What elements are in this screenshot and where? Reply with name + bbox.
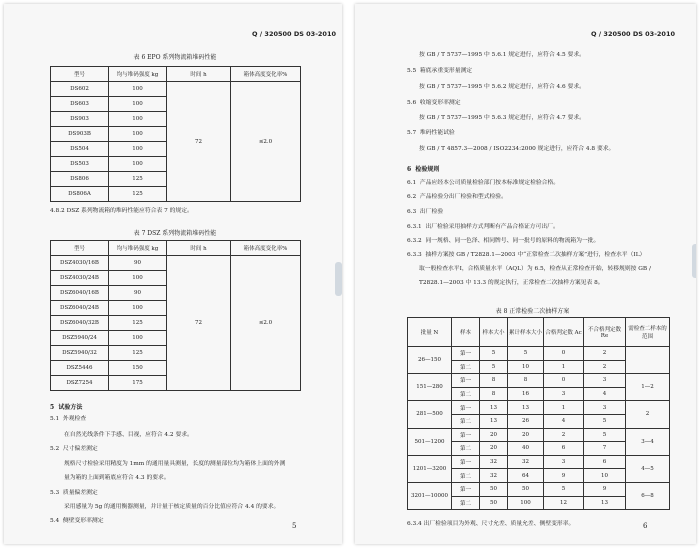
reject-number-cell: 3 xyxy=(584,374,626,388)
page-number: 5 xyxy=(292,522,297,530)
cumulative-size-cell: 50 xyxy=(508,482,544,496)
model-cell: DSZ6040/24B xyxy=(51,301,109,316)
height-change-cell: ≤2.0 xyxy=(231,256,301,391)
lot-size-cell: 26—150 xyxy=(408,347,452,374)
strength-cell: 125 xyxy=(109,346,167,361)
cumulative-size-cell: 10 xyxy=(508,360,544,374)
model-cell: DS602 xyxy=(51,82,109,97)
cumulative-size-cell: 16 xyxy=(508,387,544,401)
section-text xyxy=(419,266,651,273)
table7 xyxy=(50,240,301,391)
strength-cell: 100 xyxy=(109,82,167,97)
reject-number-cell: 10 xyxy=(584,469,626,483)
section-number: 5.7 xyxy=(407,130,417,136)
section-item xyxy=(50,416,86,423)
model-cell: DS503 xyxy=(51,157,109,172)
section-title: 采用感量为 5g 的通用衡器测量，并计量于核定质量的百分比值应符合 4.4 的要求。 xyxy=(64,504,280,510)
model-cell: DSZ5940/24 xyxy=(51,331,109,346)
sample-cell: 第二 xyxy=(452,387,480,401)
accept-number-cell: 12 xyxy=(544,496,584,510)
accept-number-cell: 3 xyxy=(544,387,584,401)
strength-cell: 125 xyxy=(109,172,167,187)
column-header: 时间 h xyxy=(167,67,231,82)
section-text xyxy=(64,432,193,439)
sample-cell: 第二 xyxy=(452,360,480,374)
section-title: 取一般检查水平Ⅰ，合格质量水平（AQL）为 6.5，检查从正常检查开始，转移规则按 GB / xyxy=(419,266,651,272)
column-header: 累计样本大小 xyxy=(508,318,544,347)
section-title: 产品检验分出厂检验和型式检验。 xyxy=(419,194,507,200)
second-sample-range-cell xyxy=(626,347,670,374)
page-header: Q / 320500 DS 03-2010 xyxy=(591,30,675,38)
height-change-cell: ≤2.0 xyxy=(231,82,301,202)
section-title: 检验规则 xyxy=(415,166,440,173)
section-title: T2828.1—2003 中 13.3 的规定执行，正常检查二次抽样方案见表 8。 xyxy=(419,280,604,286)
sample-cell: 第二 xyxy=(452,414,480,428)
table6 xyxy=(50,66,301,202)
model-cell: DS903B xyxy=(51,127,109,142)
sample-cell: 第一 xyxy=(452,401,480,415)
section-item xyxy=(407,130,455,137)
sample-size-cell: 20 xyxy=(480,428,508,442)
section-heading xyxy=(407,164,439,173)
section-text xyxy=(419,84,585,91)
section-title: 同一规格、同一色泽、相同牌号、同一批号的原料的物流箱为一批。 xyxy=(425,238,600,244)
table7-caption: 表 7 DSZ 系列物流箱堆码性能 xyxy=(133,230,217,237)
model-cell: DSZ4030/24B xyxy=(51,271,109,286)
sample-size-cell: 32 xyxy=(480,469,508,483)
section-text xyxy=(64,461,285,468)
column-header: 箱体高度变化率% xyxy=(231,241,301,256)
cumulative-size-cell: 26 xyxy=(508,414,544,428)
accept-number-cell: 5 xyxy=(544,482,584,496)
section-number: 5 xyxy=(50,404,55,411)
cumulative-size-cell: 32 xyxy=(508,455,544,469)
section-number: 5.1 xyxy=(50,416,60,422)
accept-number-cell: 3 xyxy=(544,455,584,469)
reject-number-cell: 3 xyxy=(584,401,626,415)
column-header: 型号 xyxy=(51,241,109,256)
reject-number-cell: 6 xyxy=(584,455,626,469)
model-cell: DSZ5940/32 xyxy=(51,346,109,361)
accept-number-cell: 6 xyxy=(544,442,584,456)
accept-number-cell: 1 xyxy=(544,360,584,374)
model-cell: DSZ7254 xyxy=(51,376,109,391)
strength-cell: 150 xyxy=(109,361,167,376)
accept-number-cell: 1 xyxy=(544,401,584,415)
section-item xyxy=(407,224,559,231)
model-cell: DS806A xyxy=(51,187,109,202)
sample-size-cell: 13 xyxy=(480,401,508,415)
section-title: 收缩变形率测定 xyxy=(419,100,461,106)
section-item xyxy=(407,100,461,107)
model-cell: DS903 xyxy=(51,112,109,127)
section-item xyxy=(50,518,104,525)
section-item xyxy=(407,180,559,187)
table6-caption: 表 6 EPO 系列物流箱堆码性能 xyxy=(133,54,217,61)
time-cell: 72 xyxy=(167,82,231,202)
model-cell: DS504 xyxy=(51,142,109,157)
column-header: 均与堆码强度 kg xyxy=(109,67,167,82)
accept-number-cell: 9 xyxy=(544,469,584,483)
table-row xyxy=(408,374,670,388)
section-number: 5.3 xyxy=(50,490,60,496)
section-number: 5.6 xyxy=(407,100,417,106)
lot-size-cell: 1201—3200 xyxy=(408,455,452,482)
strength-cell: 100 xyxy=(109,112,167,127)
paragraph-4-8-2: 4.8.2 DSZ 系列物流箱的堆码性能应符合表 7 的规定。 xyxy=(50,208,193,214)
column-header: 合格判定数 Ac xyxy=(544,318,584,347)
strength-cell: 100 xyxy=(109,127,167,142)
cumulative-size-cell: 100 xyxy=(508,496,544,510)
time-cell: 72 xyxy=(167,256,231,391)
table-row xyxy=(408,401,670,415)
sample-size-cell: 50 xyxy=(480,482,508,496)
reject-number-cell: 7 xyxy=(584,442,626,456)
reject-number-cell: 2 xyxy=(584,360,626,374)
sample-cell: 第一 xyxy=(452,428,480,442)
sample-cell: 第二 xyxy=(452,469,480,483)
strength-cell: 125 xyxy=(109,316,167,331)
section-number: 5.2 xyxy=(50,446,60,452)
cumulative-size-cell: 20 xyxy=(508,428,544,442)
reject-number-cell: 9 xyxy=(584,482,626,496)
sample-size-cell: 5 xyxy=(480,347,508,361)
column-header: 样本 xyxy=(452,318,480,347)
reject-number-cell: 4 xyxy=(584,387,626,401)
binding-mark xyxy=(335,262,342,296)
reject-number-cell: 2 xyxy=(584,347,626,361)
section-number: 6.3.3 xyxy=(407,252,422,258)
section-number: 6.3 xyxy=(407,209,417,215)
strength-cell: 175 xyxy=(109,376,167,391)
second-sample-range-cell: 3—4 xyxy=(626,428,670,455)
right-page xyxy=(355,4,696,544)
section-title: 按 GB / T 5737—1995 中 5.6.1 规定进行，应符合 4.5 要求。 xyxy=(419,52,585,58)
strength-cell: 100 xyxy=(109,331,167,346)
accept-number-cell: 0 xyxy=(544,347,584,361)
section-number: 6 xyxy=(407,166,412,173)
model-cell: DS603 xyxy=(51,97,109,112)
section-text xyxy=(64,504,279,511)
sample-size-cell: 32 xyxy=(480,455,508,469)
section-item xyxy=(50,490,98,497)
model-cell: DS806 xyxy=(51,172,109,187)
lot-size-cell: 151—280 xyxy=(408,374,452,401)
strength-cell: 100 xyxy=(109,157,167,172)
section-title: 出厂检验采用抽样方式判断有产品合格证方可出厂。 xyxy=(425,224,559,230)
table-row xyxy=(51,82,301,97)
lot-size-cell: 3201—10000 xyxy=(408,482,452,509)
column-header: 需检查二样本的范围 xyxy=(626,318,670,347)
sample-cell: 第一 xyxy=(452,482,480,496)
sample-cell: 第一 xyxy=(452,347,480,361)
strength-cell: 90 xyxy=(109,256,167,271)
column-header: 不合格判定数 Re xyxy=(584,318,626,347)
section-title: 量为箱的上面到箱底应符合 4.3 的要求。 xyxy=(64,475,170,481)
table-row xyxy=(408,482,670,496)
section-item xyxy=(407,68,472,75)
sample-size-cell: 8 xyxy=(480,374,508,388)
sample-cell: 第二 xyxy=(452,442,480,456)
left-page xyxy=(4,4,342,544)
model-cell: DSZ6040/16B xyxy=(51,286,109,301)
second-sample-range-cell: 1—2 xyxy=(626,374,670,401)
binding-mark xyxy=(692,244,696,278)
table-row xyxy=(51,256,301,271)
section-title: 按 GB / T 4857.3—2008 / ISO2234:2000 规定进行，应符合 4.8 要求。 xyxy=(419,146,615,152)
table8-caption: 表 8 正常检验二次抽样方案 xyxy=(495,308,570,315)
cumulative-size-cell: 8 xyxy=(508,374,544,388)
strength-cell: 90 xyxy=(109,286,167,301)
lot-size-cell: 281—500 xyxy=(408,401,452,428)
sample-size-cell: 20 xyxy=(480,442,508,456)
section-item xyxy=(407,194,507,201)
strength-cell: 100 xyxy=(109,97,167,112)
reject-number-cell: 5 xyxy=(584,428,626,442)
sample-cell: 第一 xyxy=(452,374,480,388)
section-item xyxy=(50,446,98,453)
section-title: 尺寸偏差测定 xyxy=(62,446,98,452)
section-title: 堆码性能试验 xyxy=(419,130,455,136)
lot-size-cell: 501—1200 xyxy=(408,428,452,455)
section-title: 侧壁变形率测定 xyxy=(62,518,104,524)
section-item xyxy=(407,238,599,245)
section-title: 外观检查 xyxy=(62,416,87,422)
sample-size-cell: 8 xyxy=(480,387,508,401)
reject-number-cell: 5 xyxy=(584,414,626,428)
page-header: Q / 320500 DS 03-2010 xyxy=(252,30,336,38)
paragraph-6-3-4: 6.3.4 出厂检验项目为外观、尺寸允差、质量允差、侧壁变形率。 xyxy=(407,521,575,527)
section-heading xyxy=(50,402,82,411)
section-number: 6.3.2 xyxy=(407,238,422,244)
section-title: 出厂检验 xyxy=(419,209,444,215)
sample-size-cell: 50 xyxy=(480,496,508,510)
column-header: 箱体高度变化率% xyxy=(231,67,301,82)
cumulative-size-cell: 13 xyxy=(508,401,544,415)
column-header: 样本大小 xyxy=(480,318,508,347)
accept-number-cell: 2 xyxy=(544,428,584,442)
section-number: 6.2 xyxy=(407,194,417,200)
column-header: 批量 N xyxy=(408,318,452,347)
strength-cell: 100 xyxy=(109,301,167,316)
table8 xyxy=(407,317,670,510)
section-title: 抽样方案按 GB / T2828.1—2003 中“正常检查二次抽样方案”进行，检查水平（IL） xyxy=(425,252,646,258)
sample-size-cell: 13 xyxy=(480,414,508,428)
section-number: 6.1 xyxy=(407,180,417,186)
second-sample-range-cell: 2 xyxy=(626,401,670,428)
section-title: 质量偏差测定 xyxy=(62,490,98,496)
section-text xyxy=(64,475,170,482)
cumulative-size-cell: 5 xyxy=(508,347,544,361)
column-header: 均与堆码强度 kg xyxy=(109,241,167,256)
strength-cell: 125 xyxy=(109,187,167,202)
accept-number-cell: 0 xyxy=(544,374,584,388)
second-sample-range-cell: 6—8 xyxy=(626,482,670,509)
strength-cell: 100 xyxy=(109,142,167,157)
section-number: 5.5 xyxy=(407,68,417,74)
page-number: 6 xyxy=(643,522,648,530)
section-number: 6.3.1 xyxy=(407,224,422,230)
model-cell: DSZ4030/16B xyxy=(51,256,109,271)
table-row xyxy=(408,455,670,469)
column-header: 时间 h xyxy=(167,241,231,256)
section-text xyxy=(419,115,585,122)
sample-cell: 第二 xyxy=(452,496,480,510)
second-sample-range-cell: 4—5 xyxy=(626,455,670,482)
section-title: 产品应经本公司质量检验部门按本标准规定检验合格。 xyxy=(419,180,560,186)
section-title: 箱底承重变形量测定 xyxy=(419,68,473,74)
strength-cell: 100 xyxy=(109,271,167,286)
column-header: 型号 xyxy=(51,67,109,82)
section-title: 规格尺寸检验采用精度为 1mm 的通用量具测量，长度的测量部位均为箱体上面的外测 xyxy=(64,461,286,467)
cumulative-size-cell: 40 xyxy=(508,442,544,456)
model-cell: DSZ5446 xyxy=(51,361,109,376)
model-cell: DSZ6040/32B xyxy=(51,316,109,331)
cumulative-size-cell: 64 xyxy=(508,469,544,483)
section-title: 在自然光线条件下手感、目视，应符合 4.2 要求。 xyxy=(64,432,193,438)
section-title: 试验方法 xyxy=(58,404,83,411)
section-item xyxy=(407,252,645,259)
section-text xyxy=(419,52,585,59)
sample-size-cell: 5 xyxy=(480,360,508,374)
section-number: 5.4 xyxy=(50,518,60,524)
section-item xyxy=(407,209,443,216)
section-title: 按 GB / T 5737—1995 中 5.6.3 规定进行，应符合 4.7 要求。 xyxy=(419,115,585,121)
reject-number-cell: 13 xyxy=(584,496,626,510)
section-text xyxy=(419,280,604,287)
section-text xyxy=(419,146,614,153)
section-title: 按 GB / T 5737—1995 中 5.6.2 规定进行，应符合 4.6 要求。 xyxy=(419,84,585,90)
table-row xyxy=(408,428,670,442)
sample-cell: 第一 xyxy=(452,455,480,469)
table-row xyxy=(408,347,670,361)
accept-number-cell: 4 xyxy=(544,414,584,428)
